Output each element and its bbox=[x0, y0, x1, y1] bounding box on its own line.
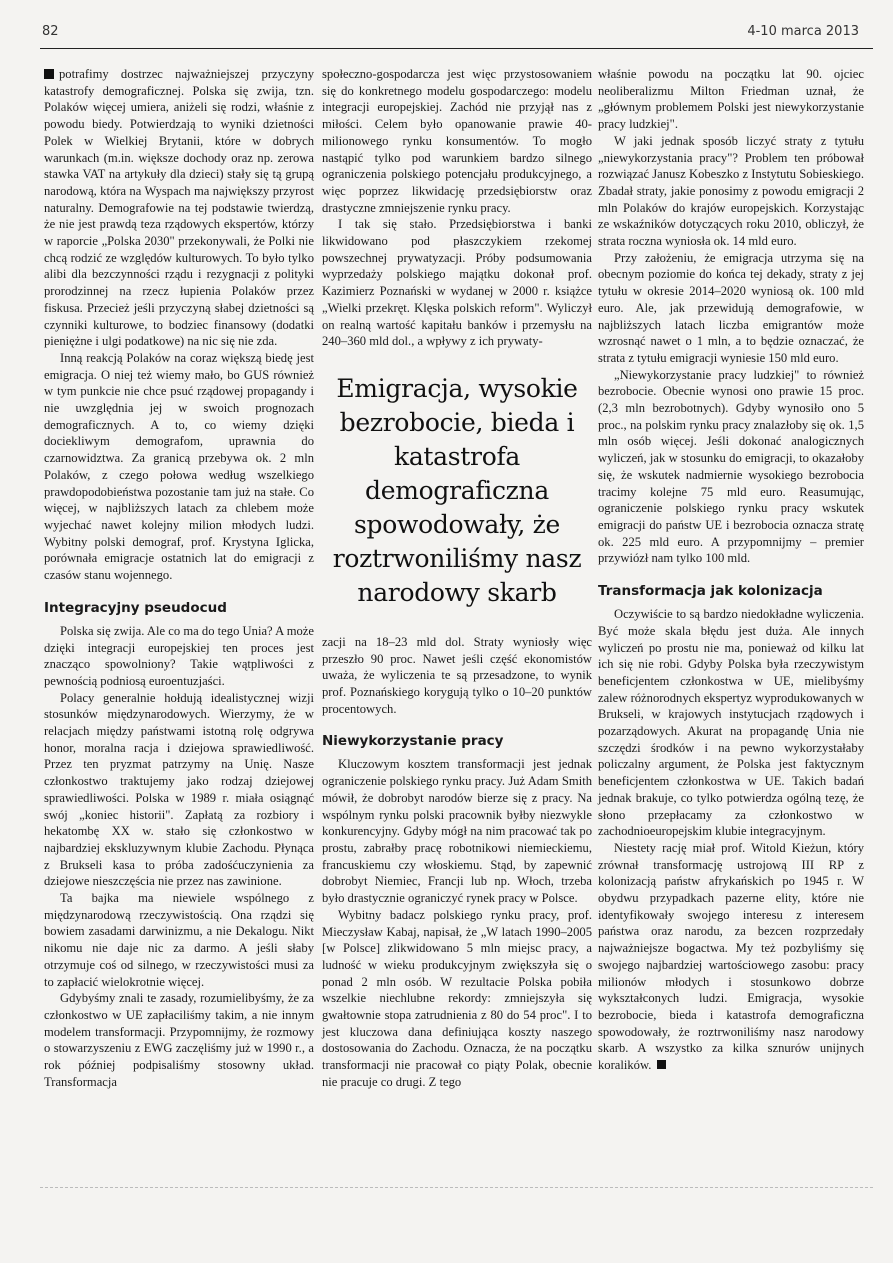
paragraph bbox=[598, 840, 864, 1074]
paragraph: Oczywiście to są bardzo niedokładne wyliczenia. Być może skala błędu jest duża. Ale innych wyliczeń po prostu nie ma, ponieważ od kilku lat ich się nie robi. Gdyby Polska była rzeczywistym beneficjentem członkostwa w UE, mielibyśmy zalew różnorodnych ekspertyz wyprodukowanych w Brukseli, w krajowych instytucjach rządowych i pozarządowych. Akurat na propagandę Unia nie szczędzi środków i na pewno wykorzystałaby policzalny argument, że Polska jest faktycznym beneficjentem członkostwa w UE. Takich badań jednak brakuje, co tylko potwierdza ogólną tezę, że słono przepłacamy za członkostwo w zachodnioeuropejskim klubie integracyjnym. bbox=[598, 607, 864, 839]
issue-date: 4-10 marca 2013 bbox=[747, 24, 859, 39]
paragraph: „Niewykorzystanie pracy ludzkiej" to również bezrobocie. Obecnie wynosi ono prawie 15 proc. (2,3 mln bezrobotnych). Gdyby wynosiło ono 5 proc., na polskim rynku pracy znalazłoby się ok. 1,5 mln osób więcej. Jeśli dokonać analogicznych wyliczeń, jak w stosunku do emigracji, to okazałoby się, że wskutek nadmiernie wysokiego bezrobocia tracimy kolejne 75 mld euro. Reasumując, ograniczenie polskiego rynku pracy wskutek emigracji do państw UE i bezrobocia oznacza stratę ok. 225 mld euro. A przypomnijmy – premier przywiózł nam tylko 100 mld. bbox=[598, 367, 864, 566]
page-number: 82 bbox=[42, 24, 59, 39]
section-heading: Transformacja jak kolonizacja bbox=[598, 583, 823, 600]
paragraph: Gdybyśmy znali te zasady, rozumielibyśmy, że za członkostwo w UE zapłaciliśmy takim, a nie innym modelem transformacji. Przypomnijmy, że rozmowy o stowarzyszeniu z EWG zaczęliśmy już w 1990 r., a rok później podpisaliśmy stosowny układ. Transformacja bbox=[44, 991, 314, 1089]
footer-rule bbox=[40, 1187, 873, 1188]
paragraph bbox=[44, 66, 314, 350]
paragraph: I tak się stało. Przedsiębiorstwa i banki likwidowano pod płaszczykiem rzekomej powszechnej prywatyzacji. Próby podsumowania wyprzedaży polskiego majątku dokonał prof. Kazimierz Poznański w wydanej w 2000 r. książce „Wielki przekręt. Klęska polskich reform". Wyliczył on realną wartość kapitału banków i przemysłu na 240–360 mld dol., a wpływy z ich prywaty- bbox=[322, 217, 592, 349]
paragraph: zacji na 18–23 mld dol. Straty wyniosły więc przeszło 90 proc. Nawet jeśli część ekonomistów uważa, że wyliczenia te są przesadzone, to wynik prof. Poznańskiego korygują tylko o 10–20 punktów procentowych. bbox=[322, 634, 592, 716]
paragraph: społeczno-gospodarcza jest więc przystosowaniem się do konkretnego modelu gospodarczego: modelu integracji europejskiej. Zachód nie przyjął nas z miłości. Celem było opanowanie prawie 40-milionowego rynku konsumentów. To mogło nastąpić tylko pod warunkiem bardzo silnego ograniczenia polskiego potencjału produkcyjnego, a więc poprzez likwidację przedsiębiorstw oraz drastyczne zmniejszenie rynku pracy. bbox=[322, 67, 592, 215]
paragraph: Polska się zwija. Ale co ma do tego Unia? A może dzięki integracji europejskiej ten proces jest znacząco spowolniony? Takie wątpliwości z pewnością podniosą euroentuzjaści. bbox=[44, 623, 314, 688]
column-1 bbox=[44, 66, 314, 1090]
paragraph: W jaki jednak sposób liczyć straty z tytułu „niewykorzystania pracy"? Problem ten próbował rozwiązać Janusz Kobeszko z Instytutu Sobieskiego. Zbadał straty, jakie ponosimy z powodu emigracji 2 mln Polaków do krajów europejskich. Korzystając ze wskaźników dotyczących roku 2010, obliczył, że strata roczna wyniosła ok. 14 mld euro. bbox=[598, 133, 864, 249]
header-rule bbox=[40, 48, 873, 49]
black-square-icon bbox=[44, 69, 54, 79]
paragraph-text: Niestety rację miał prof. Witold Kieżun, który zrównał transformację ustrojową III RP z kolonizacją państw afrykańskich po 1945 r. W obydwu przypadkach pazerne elity, które nie identyfikowały swojego interesu z interesem państwa oraz narodu, za bezcen rozprzedały najważniejsze bogactwa. My też pozbyliśmy się swojego najbardziej wartościowego zasobu: pracy milionów młodych i stosunkowo dobrze wykształconych ludzi. Emigracja, wysokie bezrobocie, bieda i katastrofa demograficzna spowodowały, że roztrwoniliśmy nasz narodowy skarb. A wszystko za kilka sznurów unijnych koralików. bbox=[598, 840, 864, 1073]
paragraph: Wybitny badacz polskiego rynku pracy, prof. Mieczysław Kabaj, napisał, że „W latach 1990–2005 [w Polsce] zlikwidowano 5 mln miejsc pracy, a ludność w wieku produkcyjnym zwiększyła się o ponad 2 mln osób. W rezultacie Polska pobiła wszelkie niechlubne rekordy: zmniejszyła się gwałtownie stopa zatrudnienia z 80 do 54 proc". I to jest kluczowa dana definiująca koszty naszego dostosowania do Zachodu. Oznacza, że na początku transformacji nie pracował co piąty Polak, obecnie nie pracuje co drugi. Z tego bbox=[322, 907, 592, 1089]
paragraph: Kluczowym kosztem transformacji jest jednak ograniczenie polskiego rynku pracy. Już Adam Smith mówił, że dobrobyt narodów bierze się z pracy. Na wspólnym rynku polski pracownik byłby niezwykle konkurencyjny. Gdyby mógł na nim pracować tak po prostu, zabrałby pracę robotnikowi niemieckiemu, francuskiemu czy włoskiemu. Stąd, by zapewnić dobrobyt Niemiec, Francji lub np. Włoch, trzeba było drastycznie ograniczyć rynek pracy w Polsce. bbox=[322, 757, 592, 906]
paragraph: właśnie powodu na początku lat 90. ojciec neoliberalizmu Milton Friedman uznał, że „głównym problemem Polski jest niewykorzystanie pracy ludzkiej". bbox=[598, 67, 864, 132]
paragraph: Ta bajka ma niewiele wspólnego z międzynarodową rzeczywistością. Ona rządzi się bowiem zasadami darwinizmu, a nie Dekalogu. Nikt nikomu nie daje nic za darmo. A jeśli słaby otrzymuje coś od silnego, w rzeczywistości musi za to zapłacić wielokrotnie więcej. bbox=[44, 891, 314, 989]
column-2 bbox=[322, 66, 592, 1091]
pull-quote: Emigracja, wysokie bezrobocie, bieda i katastrofa demograficzna spowodowały, że roztrwoniliśmy nasz narodowy skarb bbox=[332, 373, 582, 607]
paragraph: Przy założeniu, że emigracja utrzyma się na obecnym poziomie do końca tej dekady, straty z jej tytułu w okresie 2014–2020 wyniosą ok. 100 mld euro. Ale, jak przewidują demografowie, w najbliższych latach liczba emigrantów może wzrosnąć nawet o 1 mln, a to będzie oznaczać, że strata z tytułu emigracji wyniesie 150 mld euro. bbox=[598, 250, 864, 365]
column-3 bbox=[598, 66, 864, 1074]
paragraph: Inną reakcją Polaków na coraz większą biedę jest emigracja. O niej też wiemy mało, bo GUS również w tym punkcie nie chce psuć rządowej propagandy i nie uwzględnia jej w swoich prognozach demograficznych. A to, co wiemy dzięki dociekliwym demografom, uprawnia do czarnowidztwa. Za granicą przebywa ok. 2 mln Polaków, z czego połowa według wszelkiego prawdopodobieństwa pozostanie tam już na stałe. Co więcej, w najbliższych latach za chlebem może wyjechać nawet kolejny milion młodych ludzi. Wybitny polski demograf, prof. Krystyna Iglicka, porównała emigracje ostatnich lat do emigracji z czasów stanu wojennego. bbox=[44, 350, 314, 583]
section-heading: Integracyjny pseudocud bbox=[44, 599, 227, 616]
paragraph-text: potrafimy dostrzec najważniejszej przyczyny katastrofy demograficznej. Polska się zwija, tzn. Polaków więcej umiera, aniżeli się rodzi, właśnie z powodu biedy. Potwierdzają to wyniki dzietności Polek w Wielkiej Brytanii, które w dobrych warunkach (m.in. większe dochody oraz np. zerowa stawka VAT na artykuły dla dzieci) stały się tą grupą narodową, która na Wyspach ma największy przyrost naturalny. Demografowie na tej podstawie twierdzą, że nie jest prawdą teza rządowych ekspertów, którzy w raporcie „Polska 2030" przekonywali, że Polki nie chcą rodzić ze względów kulturowych. To było tylko alibi dla bezczynności rządu i rezygnacji z polityki prorodzinnej na rzecz łupienia Polaków przez fiskusa. Przecież jeśli przyczyną słabej dzietności są czynniki kulturowe, to bodziec finansowy (dodatki pieniężne i ulgi podatkowe) na nic się nie zda. bbox=[44, 67, 314, 349]
section-heading: Niewykorzystanie pracy bbox=[322, 733, 504, 750]
paragraph: Polacy generalnie hołdują idealistycznej wizji stosunków międzynarodowych. Wierzymy, że w relacjach między państwami istotną rolę odgrywa honor, moralna racja i dziejowa sprawiedliwość. Przez ten pryzmat patrzymy na Unię. Nasze członkostwo traktujemy jako rodzaj dziejowej sprawiedliwości. Polska w 1989 r. miała osiągnąć swój „koniec historii". Zapłatą za rozbiory i hekatombę XX w. stało się członkostwo w najbardziej ekskluzywnym klubie Zachodu. Płynąca z Brukseli kasa to próba zadośćuczynienia za dziejowe nieszczęścia nie przez nas zawinione. bbox=[44, 690, 314, 889]
black-square-icon bbox=[657, 1060, 666, 1069]
